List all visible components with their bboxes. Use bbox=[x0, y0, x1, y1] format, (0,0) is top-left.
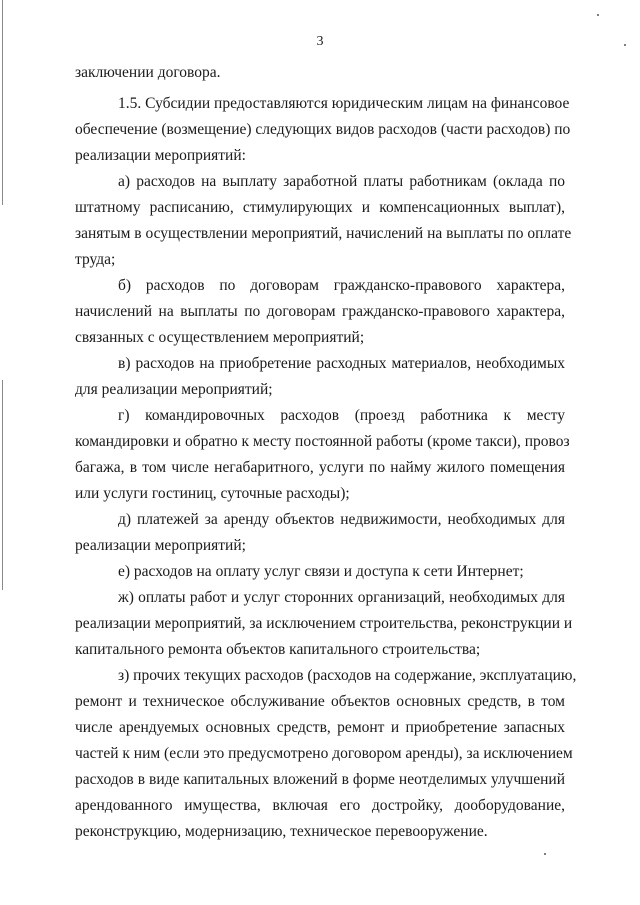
page-number: 3 bbox=[316, 34, 324, 49]
text-line: начислений на выплаты по договорам гражданско-правового характера, bbox=[75, 303, 565, 320]
text-line: 1.5. Субсидии предоставляются юридическим лицам на финансовое bbox=[118, 95, 570, 112]
text-line: капитального ремонта объектов капитального строительства; bbox=[75, 641, 481, 658]
text-line: багажа, в том числе негабаритного, услуги по найму жилого помещения bbox=[75, 459, 565, 476]
text-line: заключении договора. bbox=[75, 64, 221, 81]
text-line: или услуги гостиниц, суточные расходы); bbox=[75, 485, 350, 502]
text-line: связанных с осуществлением мероприятий; bbox=[75, 329, 365, 346]
text-line: числе арендуемых основных средств, ремонт и приобретение запасных bbox=[75, 719, 565, 736]
text-line: д) платежей за аренду объектов недвижимости, необходимых для bbox=[118, 511, 565, 528]
text-line: ж) оплаты работ и услуг сторонних организаций, необходимых для bbox=[118, 589, 565, 606]
text-line: реализации мероприятий, за исключением строительства, реконструкции и bbox=[75, 615, 573, 632]
text-line: для реализации мероприятий; bbox=[75, 381, 273, 398]
text-line: реконструкцию, модернизацию, техническое перевооружение. bbox=[75, 823, 488, 840]
text-line: е) расходов на оплату услуг связи и доступа к сети Интернет; bbox=[118, 563, 524, 580]
text-line: штатному расписанию, стимулирующих и компенсационных выплат), bbox=[75, 199, 565, 216]
text-line: а) расходов на выплату заработной платы работникам (оклада по bbox=[118, 173, 565, 190]
text-line: арендованного имущества, включая его достройку, дооборудование, bbox=[75, 797, 565, 814]
text-line: обеспечение (возмещение) следующих видов расходов (части расходов) по bbox=[75, 121, 571, 138]
text-line: реализации мероприятий; bbox=[75, 537, 246, 554]
text-line: в) расходов на приобретение расходных материалов, необходимых bbox=[118, 355, 565, 372]
text-line: г) командировочных расходов (проезд работника к месту bbox=[118, 407, 565, 424]
text-line: труда; bbox=[75, 251, 116, 268]
text-line: ремонт и техническое обслуживание объектов основных средств, в том bbox=[75, 693, 565, 710]
text-line: з) прочих текущих расходов (расходов на содержание, эксплуатацию, bbox=[118, 667, 577, 684]
text-line: реализации мероприятий: bbox=[75, 147, 246, 164]
text-line: частей к ним (если это предусмотрено договором аренды), за исключением bbox=[75, 745, 573, 762]
text-line: занятым в осуществлении мероприятий, начислений на выплаты по оплате bbox=[75, 225, 572, 242]
text-line: командировки и обратно к месту постоянной работы (кроме такси), провоз bbox=[75, 433, 570, 450]
text-line: расходов в виде капитальных вложений в форме неотделимых улучшений bbox=[75, 771, 565, 788]
text-line: б) расходов по договорам гражданско-правового характера, bbox=[118, 277, 565, 294]
